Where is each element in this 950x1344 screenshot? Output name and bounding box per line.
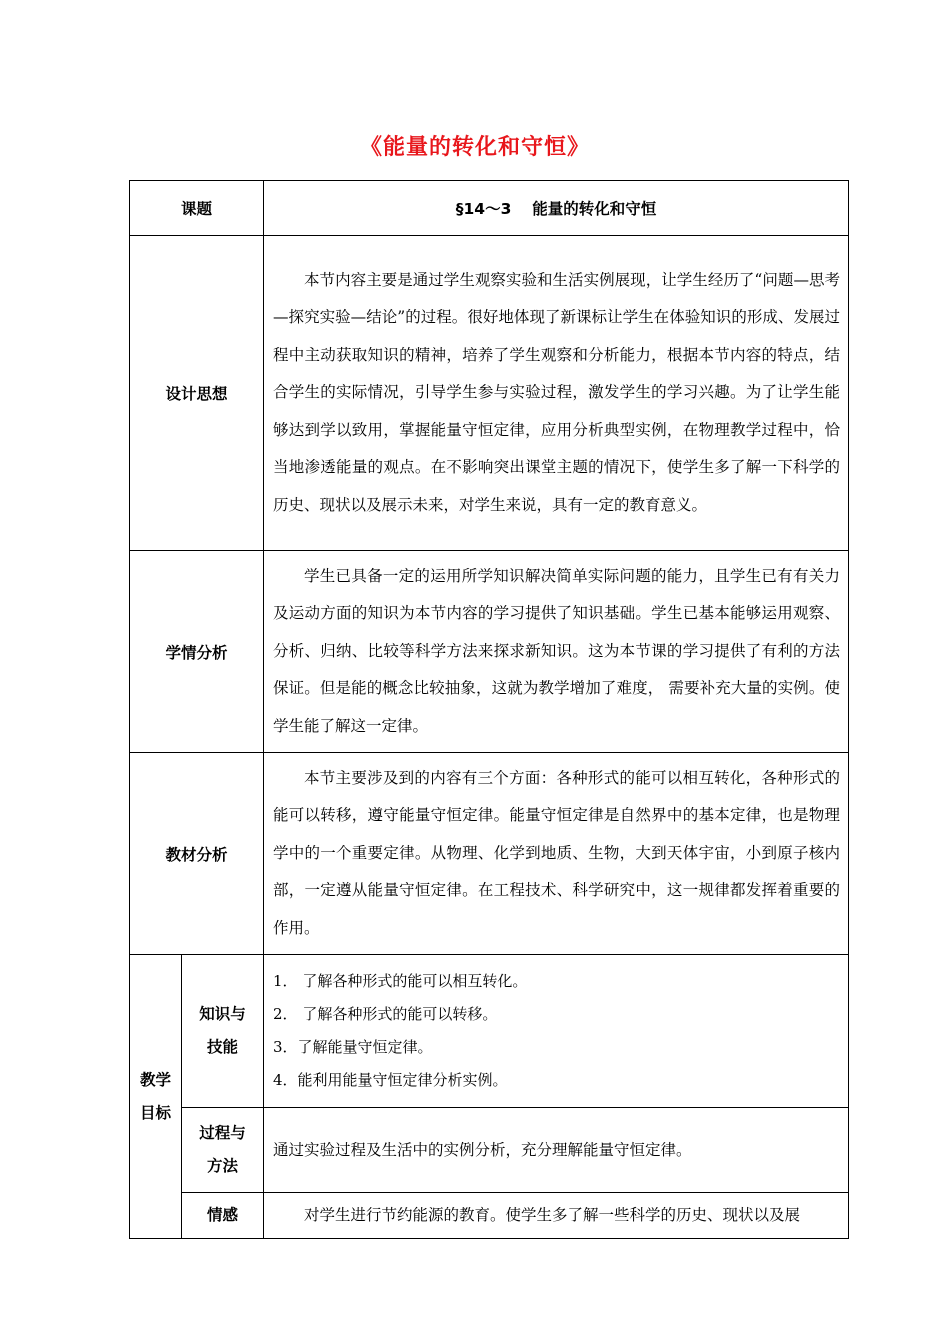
emotion-text: 对学生进行节约能源的教育。使学生多了解一些科学的历史、现状以及展 <box>304 1206 801 1224</box>
row-students <box>130 551 849 753</box>
design-text: 本节内容主要是通过学生观察实验和生活实例展现，让学生经历了“问题—思考—探究实验—结论”的过程。很好地体现了新课标让学生在体验知识的形成、发展过程中主动获取知识的精神，培养了学生观察和分析能力，根据本节内容的特点，结合学生的实际情况，引导学生参与实验过程，激发学生的学习兴趣。为了让学生能够达到学以致用，掌握能量守恒定律，应用分析典型实例，在物理教学过程中，恰当地渗透能量的观点。在不影响突出课堂主题的情况下，使学生多了解一下科学的历史、现状以及展示未来，对学生来说，具有一定的教育意义。 <box>273 270 841 514</box>
row-topic <box>130 181 849 236</box>
row-emotion <box>130 1193 849 1239</box>
goals-label <box>130 955 182 1239</box>
knowledge-list <box>264 963 848 1099</box>
process-label-line1: 过程与 <box>199 1124 246 1142</box>
knowledge-label-line1: 知识与 <box>199 1005 246 1023</box>
emotion-cell <box>264 1193 849 1239</box>
goals-label-line1: 教学 <box>139 1070 171 1089</box>
knowledge-item-2: 2． 了解各种形式的能可以转移。 <box>273 1005 498 1023</box>
row-design <box>130 236 849 551</box>
emotion-label: 情感 <box>182 1193 264 1239</box>
row-textbook <box>130 753 849 955</box>
textbook-cell <box>264 753 849 955</box>
design-cell <box>264 236 849 551</box>
row-process <box>130 1108 849 1193</box>
goals-label-line2: 目标 <box>139 1103 171 1122</box>
knowledge-item-3: 3．了解能量守恒定律。 <box>273 1038 433 1056</box>
process-cell <box>264 1108 849 1193</box>
row-knowledge <box>130 955 849 1108</box>
students-text: 学生已具备一定的运用所学知识解决简单实际问题的能力，且学生已有有关力及运动方面的知识为本节内容的学习提供了知识基础。学生已基本能够运用观察、分析、归纳、比较等科学方法来探求新知识。这为本节课的学习提供了有利的方法保证。但是能的概念比较抽象，这就为教学增加了难度， 需要补充大量的实例。使学生能了解这一定律。 <box>273 566 841 735</box>
process-label <box>182 1108 264 1193</box>
design-label: 设计思想 <box>130 236 264 551</box>
process-label-line2: 方法 <box>207 1157 239 1175</box>
knowledge-cell <box>264 955 849 1108</box>
textbook-label: 教材分析 <box>130 753 264 955</box>
process-text: 通过实验过程及生活中的实例分析，充分理解能量守恒定律。 <box>273 1140 692 1159</box>
topic-value: §14～3 能量的转化和守恒 <box>264 181 849 236</box>
knowledge-item-1: 1． 了解各种形式的能可以相互转化。 <box>273 972 528 990</box>
knowledge-label <box>182 955 264 1108</box>
students-cell <box>264 551 849 753</box>
knowledge-item-4: 4．能利用能量守恒定律分析实例。 <box>273 1071 508 1089</box>
document-title: 《能量的转化和守恒》 <box>359 135 590 160</box>
students-label: 学情分析 <box>130 551 264 753</box>
knowledge-label-line2: 技能 <box>207 1038 239 1056</box>
textbook-text: 本节主要涉及到的内容有三个方面：各种形式的能可以相互转化，各种形式的能可以转移，遵守能量守恒定律。能量守恒定律是自然界中的基本定律，也是物理学中的一个重要定律。从物理、化学到地质、生物，大到天体宇宙，小到原子核内部，一定遵从能量守恒定律。在工程技术、科学研究中，这一规律都发挥着重要的作用。 <box>273 768 841 937</box>
lesson-plan-table <box>129 180 849 1239</box>
topic-label: 课题 <box>130 181 264 236</box>
